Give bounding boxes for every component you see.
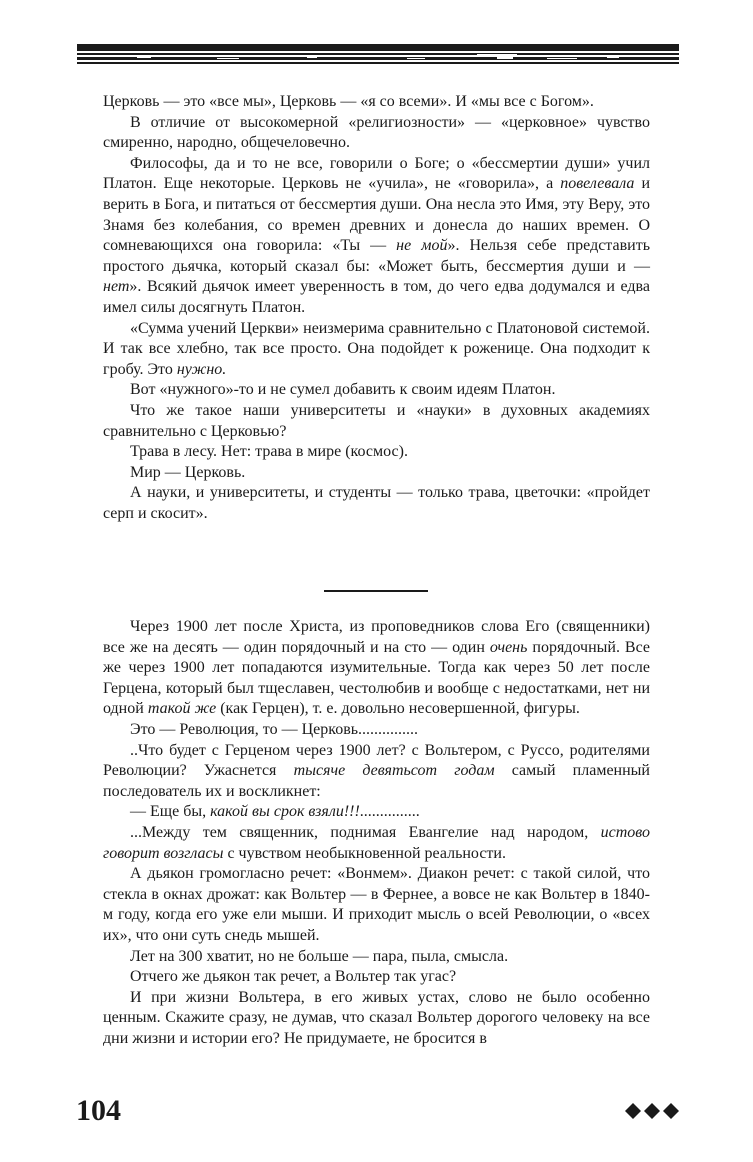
text-section-revolution (103, 617, 650, 1049)
paragraph: А дьякон громогласно речет: «Вонмем». Диакон речет: с такой силой, что стекла в окнах дрожат: как Вольтер — в Фернее, а вовсе не как Вольтер в 1840-м году, когда его уже ели мыши. И приходит мысль о всей Революции, о «всех их», что они суть снедь мышей. (103, 865, 650, 944)
footer-diamond-ornament (624, 1102, 680, 1120)
paragraph: ..Что будет с Герценом через 1900 лет? с Вольтером, с Руссо, родителями Революции? Ужаснется тысяче девятьсот годам самый пламенный последователь их и воскликнет: (103, 741, 650, 800)
paragraph: Через 1900 лет после Христа, из проповедников слова Его (священники) все же на десять — один порядочный и на сто — один очень порядочный. Все же через 1900 лет попадаются изумительные. Тогда как через 50 лет после Герцена, который был тщеславен, честолюбив и вообще с недостатками, нет ни одной такой же (как Герцен), т. е. довольно несовершенной, фигуры. (103, 618, 650, 718)
paragraph: Философы, да и то не все, говорили о Боге; о «бессмертии души» учил Платон. Еще некоторые. Церковь не «учила», не «говорила», а повелевала и верить в Бога, и питаться от бессмертия души. Она несла это Имя, эту Веру, это Знамя без колебания, со времен древних и донесла до наших времен. О сомневающихся она говорила: «Ты — не мой». Нельзя себе представить простого дьячка, который сказал бы: «Может быть, бессмертия души и — нет». Всякий дьячок имеет уверенность в том, до чего едва додумался и едва имел силы досягнуть Платон. (103, 154, 651, 316)
diamond-icon (624, 1102, 680, 1120)
paragraph: Мир — Церковь. (130, 463, 246, 481)
decorative-header-band (77, 44, 679, 66)
paragraph: А науки, и университеты, и студенты — только трава, цветочки: «пройдет серп и скосит». (103, 484, 650, 522)
section-divider (324, 590, 428, 592)
paragraph: Церковь — это «все мы», Церковь — «я со всеми». И «мы все с Богом». (103, 93, 594, 110)
paragraph: И при жизни Вольтера, в его живых устах, слово не было особенно ценным. Скажите сразу, не думав, что сказал Вольтер дорогого человеку на все дни жизни и истории его? Не придумаете, не бросится в (103, 988, 650, 1047)
paragraph: ...Между тем священник, поднимая Евангелие над народом, истово говорит возгласы с чувством необыкновенной реальности. (103, 823, 650, 862)
page-number: 104 (76, 1094, 121, 1127)
paragraph: Отчего же дьякон так речет, а Вольтер так угас? (130, 968, 457, 986)
text-section-church (103, 92, 650, 524)
paragraph: В отличие от высокомерной «религиозности» — «церковное» чувство смиренно, народно, общечеловечно. (103, 113, 650, 152)
paragraph: «Сумма учений Церкви» неизмерима сравнительно с Платоновой системой. И так все хлебно, так все просто. Она подойдет к роженице. Она подходит к гробу. Это нужно. (103, 319, 650, 378)
paragraph: Это — Революция, то — Церковь............... (130, 720, 419, 738)
paragraph: — Еще бы, какой вы срок взяли!!!............... (130, 803, 420, 821)
paragraph: Что же такое наши университеты и «науки» в духовных академиях сравнительно с Церковью? (103, 401, 650, 440)
paragraph: Лет на 300 хватит, но не больше — пара, пыла, смысла. (130, 947, 509, 965)
header-ornament-graphic (77, 44, 679, 66)
paragraph: Трава в лесу. Нет: трава в мире (космос). (130, 443, 408, 461)
paragraph: Вот «нужного»-то и не сумел добавить к своим идеям Платон. (130, 381, 556, 399)
